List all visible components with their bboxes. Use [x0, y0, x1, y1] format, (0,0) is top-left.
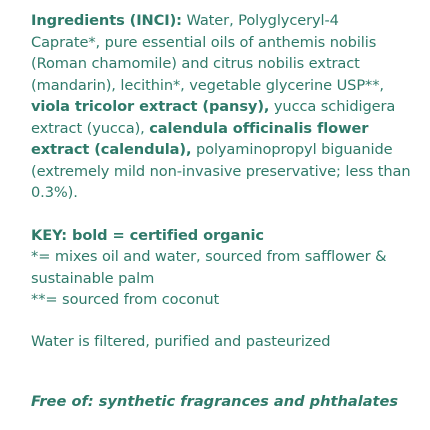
spacer	[31, 311, 411, 331]
key-double-star-note: **= sourced from coconut	[31, 291, 220, 308]
footer-cut-label: Free of: synthetic fragrances and phthalates	[31, 393, 399, 410]
ingredients-label: Ingredients (INCI):	[31, 12, 182, 29]
ingredients-part-1: Water, Polyglyceryl-4 Caprate*, pure essential oils of anthemis nobilis (Roman chamomile) and citrus nobilis extract (mandarin), lecithin*, vegetable glycerine USP**,	[31, 12, 384, 94]
ingredient-viola-bold: viola tricolor extract (pansy),	[31, 98, 270, 115]
key-label: KEY: bold = certified organic	[31, 226, 264, 244]
ingredients-paragraph	[31, 10, 411, 204]
ingredients-part-3: polyaminopropyl biguanide (extremely mild non-invasive preservative; less than 0.3%).	[31, 141, 411, 201]
ingredients-text-block	[31, 10, 411, 352]
footer-cut-text	[31, 391, 411, 410]
ingredients-part-2: yucca schidigera extract (yucca),	[31, 98, 396, 137]
water-note: Water is filtered, purified and pasteurized	[31, 332, 331, 350]
ingredient-calendula-bold: calendula officinalis flower extract (calendula),	[31, 119, 369, 158]
spacer	[31, 204, 411, 225]
key-single-star-note: *= mixes oil and water, sourced from safflower & sustainable palm	[31, 248, 387, 287]
